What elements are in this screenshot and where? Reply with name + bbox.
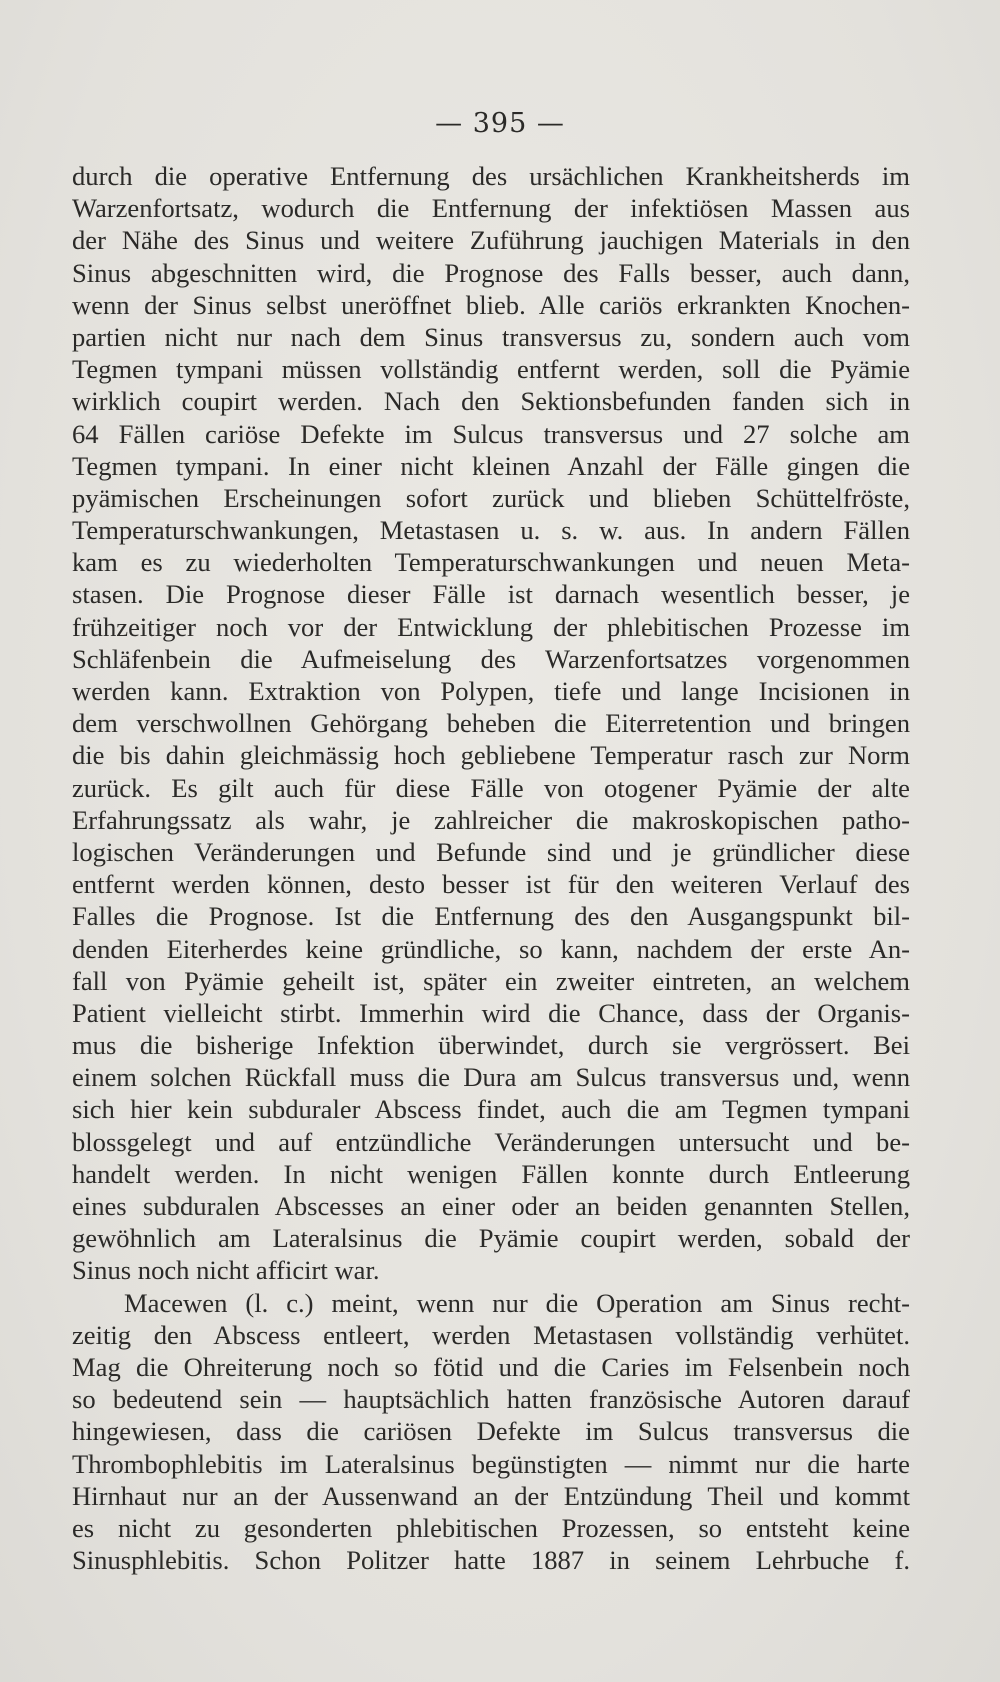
text-line: hingewiesen, dass die cariösen Defekte im Sulcus transversus die	[72, 1416, 910, 1447]
text-line: Falles die Prognose. Ist die Entfernung des den Ausgangspunkt bil-	[72, 901, 910, 932]
text-line: Hirnhaut nur an der Aussenwand an der Entzündung Theil und kommt	[72, 1480, 910, 1511]
text-line: gewöhnlich am Lateralsinus die Pyämie coupirt werden, sobald der	[72, 1223, 910, 1254]
text-line: eines subduralen Abscesses an einer oder an beiden genannten Stellen,	[72, 1191, 910, 1221]
text-line: zeitig den Abscess entleert, werden Metastasen vollständig verhütet.	[72, 1319, 910, 1350]
text-line: die bis dahin gleichmässig hoch gebliebene Temperatur rasch zur Norm	[72, 740, 910, 771]
text-line: wirklich coupirt werden. Nach den Sektionsbefunden fanden sich in	[72, 386, 910, 417]
text-line: Thrombophlebitis im Lateralsinus begünstigten — nimmt nur die harte	[72, 1448, 910, 1479]
text-line: partien nicht nur nach dem Sinus transversus zu, sondern auch vom	[72, 321, 910, 352]
text-line: zurück. Es gilt auch für diese Fälle von otogener Pyämie der alte	[72, 772, 910, 803]
text-line: Sinus noch nicht afficirt war.	[72, 1255, 380, 1286]
text-line: Mag die Ohreiterung noch so fötid und die Caries im Felsenbein noch	[72, 1351, 910, 1382]
text-line: fall von Pyämie geheilt ist, später ein zweiter eintreten, an welchem	[72, 965, 910, 996]
text-line: es nicht zu gesonderten phlebitischen Prozessen, so entsteht keine	[72, 1512, 910, 1543]
text-line: 64 Fällen cariöse Defekte im Sulcus transversus und 27 solche am	[72, 418, 910, 449]
text-line: Sinusphlebitis. Schon Politzer hatte 1887 in seinem Lehrbuche f.	[72, 1545, 910, 1576]
text-line: Patient vielleicht stirbt. Immerhin wird die Chance, dass der Organis-	[72, 997, 910, 1028]
text-line: dem verschwollnen Gehörgang beheben die Eiterretention und bringen	[72, 708, 910, 739]
text-line: so bedeutend sein — hauptsächlich hatten französische Autoren darauf	[72, 1384, 910, 1415]
text-line: einem solchen Rückfall muss die Dura am Sulcus transversus und, wenn	[72, 1062, 910, 1093]
page-number: — 395 —	[435, 108, 565, 139]
text-line: wenn der Sinus selbst uneröffnet blieb. Alle cariös erkrankten Knochen-	[72, 289, 910, 320]
text-line: Erfahrungssatz als wahr, je zahlreicher die makroskopischen patho-	[72, 804, 910, 835]
text-line: Tegmen tympani. In einer nicht kleinen Anzahl der Fälle gingen die	[72, 450, 910, 481]
text-line: Macewen (l. c.) meint, wenn nur die Operation am Sinus recht-	[124, 1287, 910, 1318]
text-line: denden Eiterherdes keine gründliche, so kann, nachdem der erste An-	[72, 933, 910, 964]
text-line: der Nähe des Sinus und weitere Zuführung jauchigen Materials in den	[72, 225, 910, 256]
text-line: durch die operative Entfernung des ursächlichen Krankheitsherds im	[72, 161, 910, 191]
text-line: logischen Veränderungen und Befunde sind und je gründlicher diese	[72, 836, 910, 867]
text-line: blossgelegt und auf entzündliche Veränderungen untersucht und be-	[72, 1126, 910, 1157]
text-line: frühzeitiger noch vor der Entwicklung der phlebitischen Prozesse im	[72, 611, 910, 642]
text-line: pyämischen Erscheinungen sofort zurück und blieben Schüttelfröste,	[72, 482, 910, 513]
text-line: entfernt werden können, desto besser ist für den weiteren Verlauf des	[72, 869, 910, 900]
paragraph-1	[72, 160, 910, 1287]
text-line: mus die bisherige Infektion überwindet, durch sie vergrössert. Bei	[72, 1030, 910, 1061]
text-line: kam es zu wiederholten Temperaturschwankungen und neuen Meta-	[72, 547, 910, 578]
text-line: stasen. Die Prognose dieser Fälle ist darnach wesentlich besser, je	[72, 579, 910, 610]
text-line: Sinus abgeschnitten wird, die Prognose des Falls besser, auch dann,	[72, 257, 910, 288]
text-line: sich hier kein subduraler Abscess findet, auch die am Tegmen tympani	[72, 1094, 910, 1125]
text-line: Warzenfortsatz, wodurch die Entfernung der infektiösen Massen aus	[72, 193, 910, 224]
text-line: handelt werden. In nicht wenigen Fällen konnte durch Entleerung	[72, 1158, 910, 1189]
text-line: Temperaturschwankungen, Metastasen u. s. w. aus. In andern Fällen	[72, 515, 910, 546]
text-line: Schläfenbein die Aufmeiselung des Warzenfortsatzes vorgenommen	[72, 643, 910, 674]
text-line: Tegmen tympani müssen vollständig entfernt werden, soll die Pyämie	[72, 354, 910, 385]
text-line: werden kann. Extraktion von Polypen, tiefe und lange Incisionen in	[72, 676, 910, 706]
body-text	[72, 160, 910, 1576]
paragraph-2	[72, 1287, 910, 1577]
